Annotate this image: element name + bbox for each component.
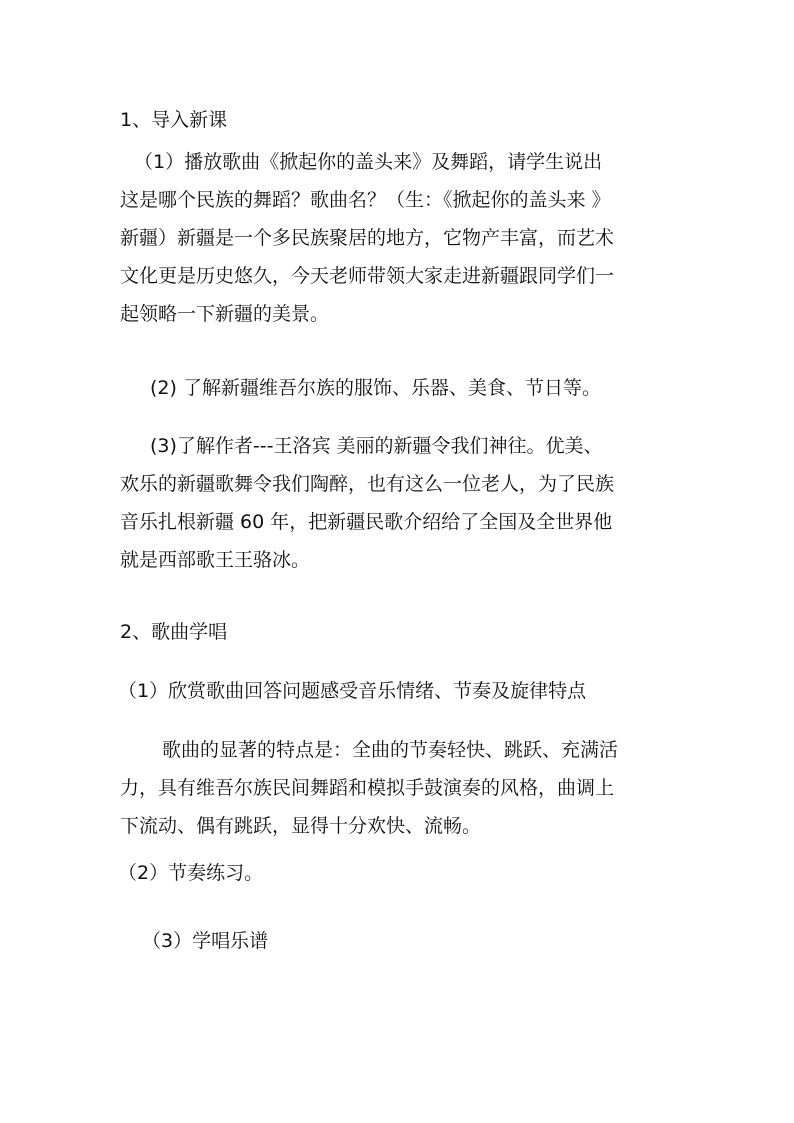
paragraph-line: (3)了解作者---王洛宾 美丽的新疆令我们神往。优美、 bbox=[150, 435, 603, 457]
paragraph-line: (2) 了解新疆维吾尔族的服饰、乐器、美食、节日等。 bbox=[150, 377, 601, 399]
paragraph-line: 下流动、偶有跳跃，显得十分欢快、流畅。 bbox=[120, 815, 482, 837]
paragraph-line: 这是哪个民族的舞蹈？歌曲名？（生：《掀起你的盖头来 》 bbox=[120, 189, 611, 211]
paragraph-2-2 bbox=[118, 854, 678, 892]
heading-text: 1、导入新课 bbox=[120, 109, 228, 131]
paragraph-1-1 bbox=[134, 143, 694, 181]
paragraph-1-1-cont bbox=[120, 181, 680, 333]
paragraph-line: 音乐扎根新疆 60 年，把新疆民歌介绍给了全国及全世界他 bbox=[120, 511, 613, 533]
paragraph-line: 力，具有维吾尔族民间舞蹈和模拟手鼓演奏的风格，曲调上 bbox=[120, 777, 615, 799]
paragraph-2-1 bbox=[118, 672, 678, 710]
heading-text: 2、歌曲学唱 bbox=[120, 621, 228, 643]
paragraph-line: 欢乐的新疆歌舞令我们陶醉，也有这么一位老人，为了民族 bbox=[120, 473, 615, 495]
paragraph-2-desc-cont bbox=[120, 769, 680, 845]
paragraph-1-3-cont bbox=[120, 465, 680, 579]
paragraph-line: 歌曲的显著的特点是：全曲的节奏轻快、跳跃、充满活 bbox=[162, 739, 619, 761]
paragraph-line: 文化更是历史悠久，今天老师带领大家走进新疆跟同学们一 bbox=[120, 265, 615, 287]
paragraph-2-3 bbox=[142, 922, 702, 960]
paragraph-line: 起领略一下新疆的美景。 bbox=[120, 303, 330, 325]
paragraph-line: （1）欣赏歌曲回答问题感受音乐情绪、节奏及旋律特点 bbox=[118, 680, 587, 702]
paragraph-line: 就是西部歌王王骆冰。 bbox=[120, 549, 311, 571]
section-heading-1 bbox=[120, 101, 680, 139]
paragraph-line: （1）播放歌曲《掀起你的盖头来》及舞蹈，请学生说出 bbox=[134, 151, 603, 173]
paragraph-line: （2）节奏练习。 bbox=[118, 862, 264, 884]
paragraph-1-2 bbox=[150, 369, 710, 407]
section-heading-2 bbox=[120, 613, 680, 651]
paragraph-2-desc bbox=[162, 731, 722, 769]
paragraph-line: （3）学唱乐谱 bbox=[142, 930, 269, 952]
paragraph-line: 新疆）新疆是一个多民族聚居的地方，它物产丰富，而艺术 bbox=[120, 227, 615, 249]
paragraph-1-3 bbox=[150, 427, 710, 465]
